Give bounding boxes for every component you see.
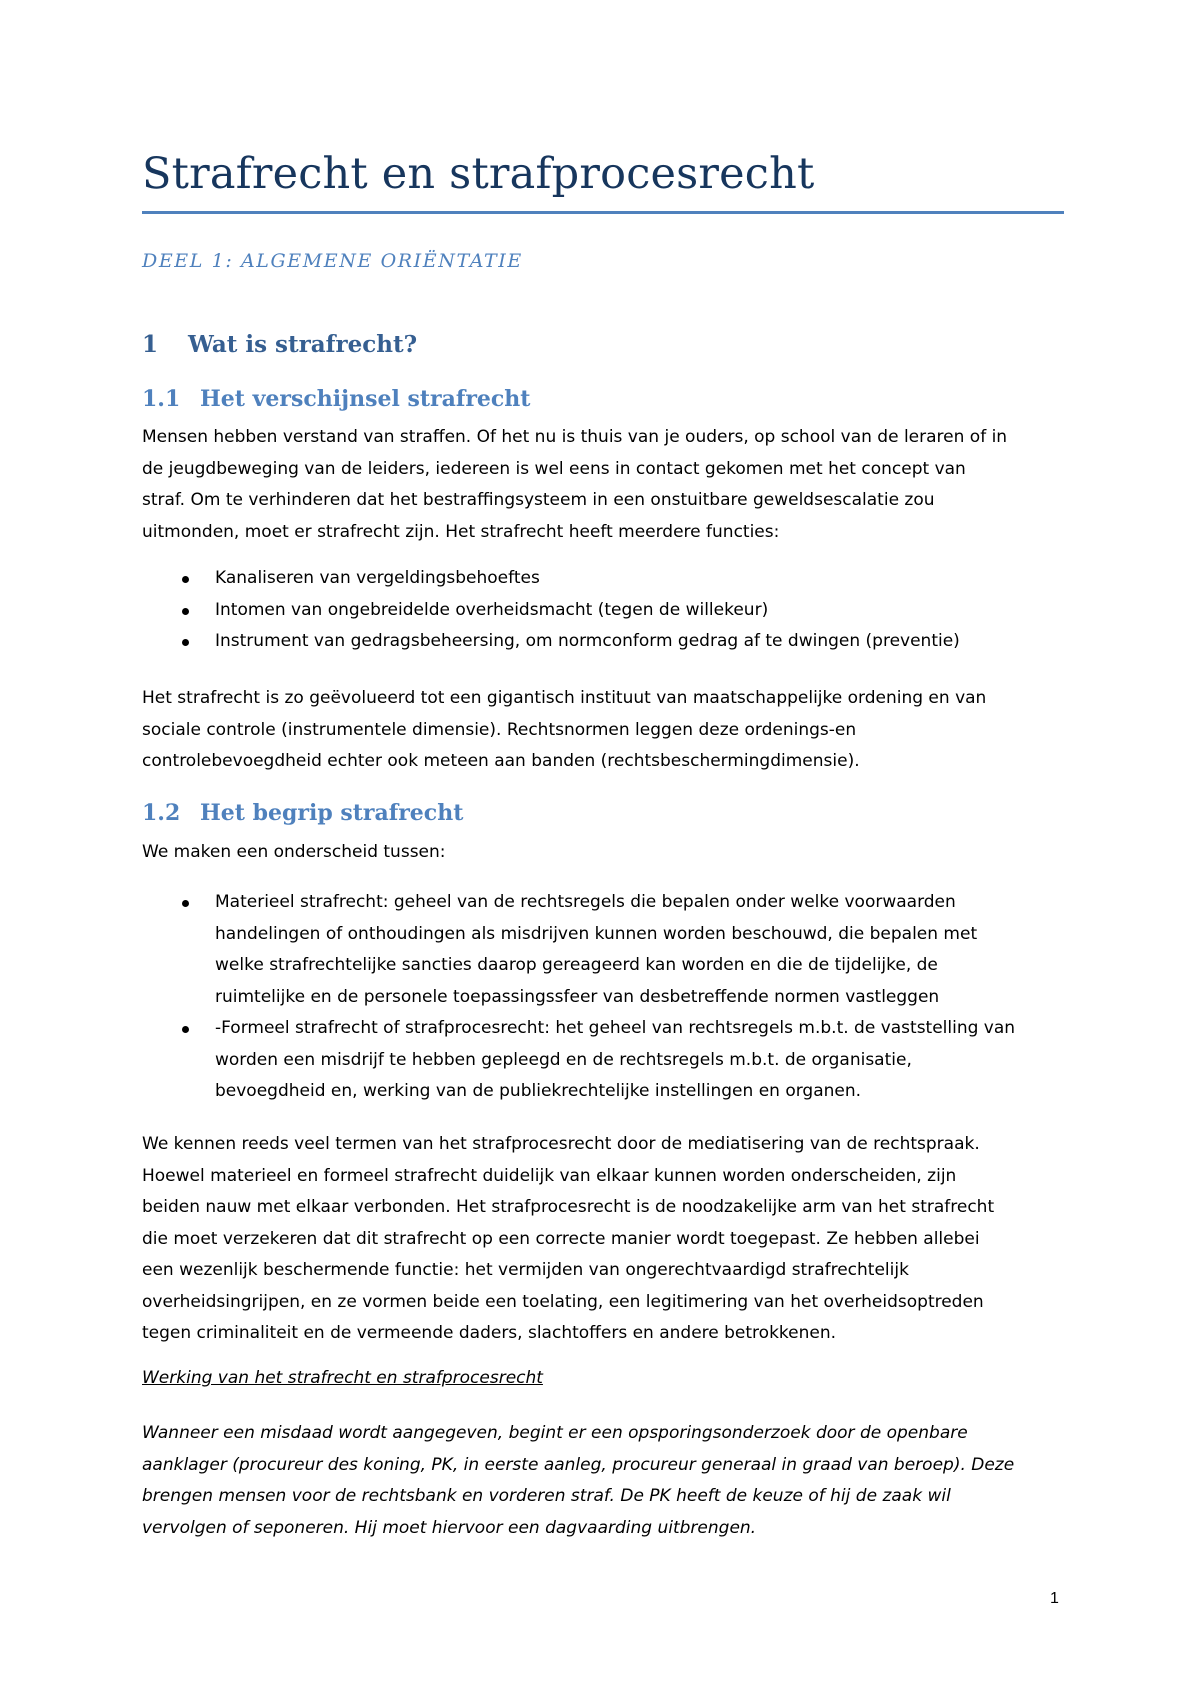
section-1-2-paragraph xyxy=(142,1129,1082,1350)
text-line: sociale controle (instrumentele dimensie). Rechtsnormen leggen deze ordenings-en xyxy=(142,719,857,740)
list-item: Intomen van ongebreidelde overheidsmacht (tegen de willekeur) xyxy=(142,595,1082,627)
text-line: Het strafrecht is zo geëvolueerd tot een gigantisch instituut van maatschappelijke ordening en van xyxy=(142,688,987,708)
distinction-list xyxy=(142,887,1082,1108)
text-line: tegen criminaliteit en de vermeende daders, slachtoffers en andere betrokkenen. xyxy=(142,1323,837,1343)
text-line: vervolgen of seponeren. Hij moet hiervoor een dagvaarding uitbrengen. xyxy=(142,1517,757,1538)
section-heading-1-2 xyxy=(142,800,463,826)
document-title: Strafrecht en strafprocesrecht xyxy=(142,149,815,199)
bullet-icon xyxy=(182,900,189,907)
section-1-2-intro xyxy=(142,837,1082,869)
text-line: Mensen hebben verstand van straffen. Of het nu is thuis van je ouders, op school van de leraren of in xyxy=(142,427,1008,447)
text-line: beiden nauw met elkaar verbonden. Het strafprocesrecht is de noodzakelijke arm van het strafrecht xyxy=(142,1197,995,1217)
text-line: uitmonden, moet er strafrecht zijn. Het strafrecht heeft meerdere functies: xyxy=(142,521,780,542)
list-item: Instrument van gedragsbeheersing, om normconform gedrag af te dwingen (preventie) xyxy=(142,626,1082,658)
section-heading-1-1 xyxy=(142,386,530,412)
text-line: de jeugdbeweging van de leiders, iedereen is wel eens in contact gekomen met het concept van xyxy=(142,458,966,479)
section-number: 1.1 xyxy=(142,386,181,412)
subheading-werking: Werking van het strafrecht en strafprocesrecht xyxy=(142,1368,543,1388)
chapter-title: Wat is strafrecht? xyxy=(188,331,418,358)
werking-paragraph xyxy=(142,1418,1082,1544)
section-1-1-closing xyxy=(142,683,1082,778)
chapter-number: 1 xyxy=(142,331,159,358)
part-heading: DEEL 1: ALGEMENE ORIËNTATIE xyxy=(142,250,523,272)
title-underline-rule xyxy=(142,211,1064,214)
bullet-icon xyxy=(182,608,189,615)
chapter-heading xyxy=(142,331,417,358)
section-title: Het begrip strafrecht xyxy=(200,800,464,826)
bullet-icon xyxy=(182,639,189,646)
text-line: Wanneer een misdaad wordt aangegeven, begint er een opsporingsonderzoek door de openbare xyxy=(142,1423,968,1443)
section-number: 1.2 xyxy=(142,800,181,826)
text-line: We kennen reeds veel termen van het strafprocesrecht door de mediatisering van de rechtspraak. xyxy=(142,1134,980,1154)
text-line: controlebevoegdheid echter ook meteen aan banden (rechtsbeschermingdimensie). xyxy=(142,751,860,771)
section-title: Het verschijnsel strafrecht xyxy=(200,386,531,412)
text-line: overheidsingrijpen, en ze vormen beide een toelating, een legitimering van het overheidsoptreden xyxy=(142,1291,984,1312)
text-line: een wezenlijk beschermende functie: het vermijden van ongerechtvaardigd strafrechtelijk xyxy=(142,1260,909,1280)
text-line: We maken een onderscheid tussen: xyxy=(142,842,446,862)
text-line: straf. Om te verhinderen dat het bestraffingsysteem in een onstuitbare geweldsescalatie zou xyxy=(142,490,935,510)
text-line: aanklager (procureur des koning, PK, in eerste aanleg, procureur generaal in graad van beroep). Deze xyxy=(142,1454,1015,1475)
text-line: Hoewel materieel en formeel strafrecht duidelijk van elkaar kunnen worden onderscheiden, zijn xyxy=(142,1165,957,1186)
list-item: Kanaliseren van vergeldingsbehoeftes xyxy=(142,563,1082,595)
bullet-icon xyxy=(182,1026,189,1033)
bullet-icon xyxy=(182,576,189,583)
list-item: Materieel strafrecht: geheel van de rechtsregels die bepalen onder welke voorwaarden handelingen of onthoudingen als misdrijven kunnen worden beschouwd, die bepalen met welke strafrechtelijke sancties daarop gereageerd kan worden en die de tijdelijke, de ruimtelijke en de personele toepassingssfeer van desbetreffende normen vastleggen xyxy=(142,887,1082,1013)
text-line: brengen mensen voor de rechtsbank en vorderen straf. De PK heeft de keuze of hij de zaak wil xyxy=(142,1486,951,1506)
list-item: -Formeel strafrecht of strafprocesrecht: het geheel van rechtsregels m.b.t. de vaststelling van worden een misdrijf te hebben gepleegd en de rechtsregels m.b.t. de organisatie, bevoegdheid en, werking van de publiekrechtelijke instellingen en organen. xyxy=(142,1013,1082,1108)
page-number: 1 xyxy=(1050,1590,1059,1607)
text-line: die moet verzekeren dat dit strafrecht op een correcte manier wordt toegepast. Ze hebben allebei xyxy=(142,1228,980,1249)
functions-list xyxy=(142,563,1082,658)
section-1-1-intro xyxy=(142,422,1082,548)
